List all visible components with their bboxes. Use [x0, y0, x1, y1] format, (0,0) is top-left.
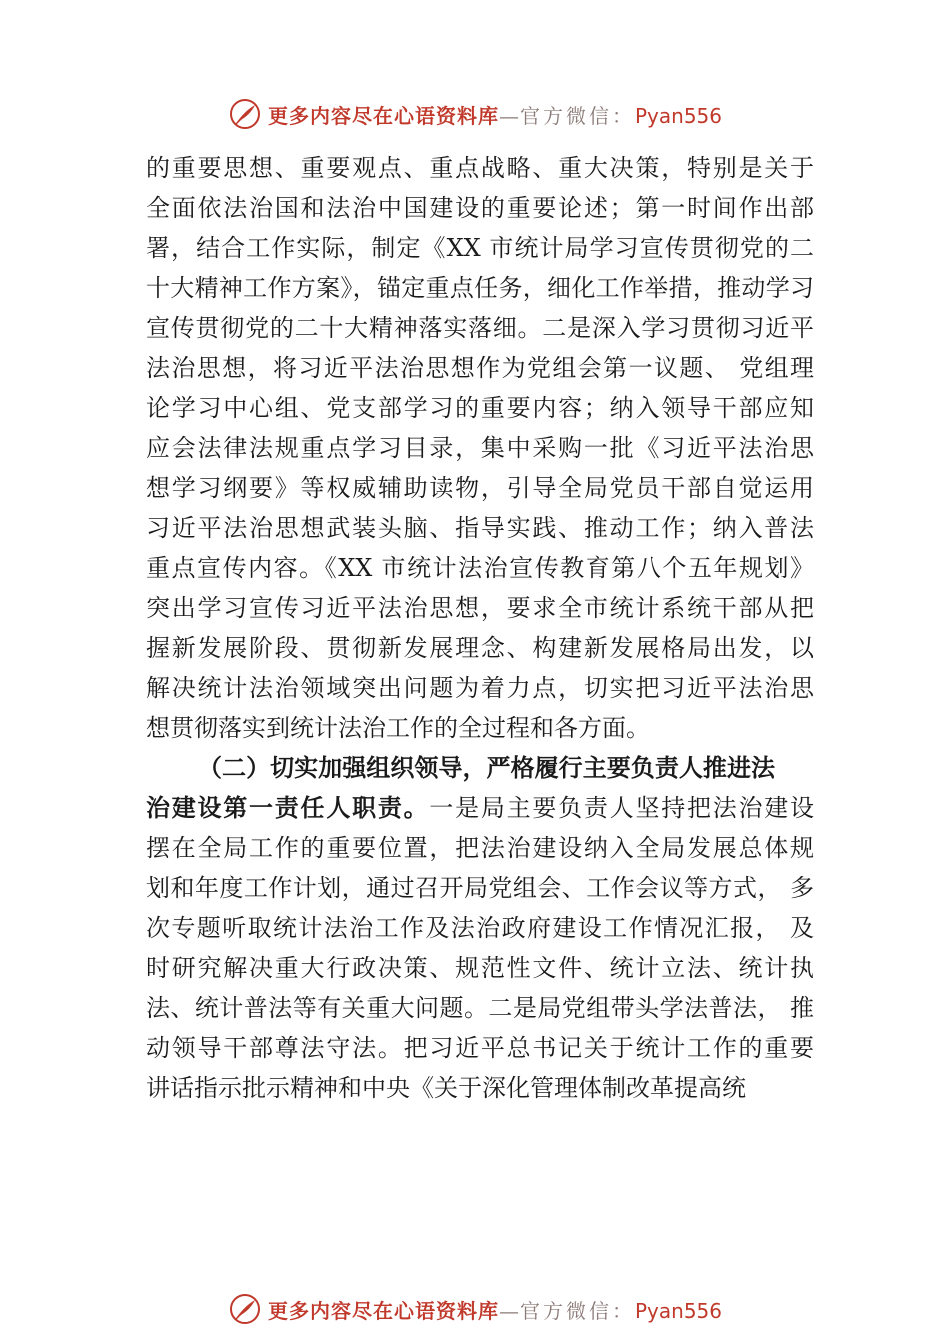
text-line: 法、统计普法等有关重大问题。二是局党组带头学法普法， 推 [146, 994, 814, 1022]
watermark-dash: — [498, 1298, 520, 1323]
watermark-title: 更多内容尽在心语资料库 [267, 103, 499, 128]
watermark-dash: — [498, 103, 520, 128]
text-line: 次专题听取统计法治工作及法治政府建设工作情况汇报， 及 [146, 914, 814, 942]
document-body [146, 148, 814, 1108]
text-line: 法治思想，将习近平法治思想作为党组会第一议题、 党组理 [146, 354, 814, 382]
watermark-wechat-id: Pyan556 [634, 103, 722, 128]
text-line: 时研究解决重大行政决策、规范性文件、统计立法、统计执 [146, 954, 814, 982]
watermark-wechat-label: 官方微信： [519, 1298, 635, 1323]
section-heading-continuation [146, 788, 814, 828]
watermark-wechat-label: 官方微信： [519, 103, 635, 128]
header-watermark [0, 94, 950, 134]
text-line: 解决统计法治领域突出问题为着力点，切实把习近平法治思 [146, 674, 814, 702]
text-line: 应会法律法规重点学习目录，集中采购一批《习近平法治思 [146, 434, 814, 462]
text-line: 的重要思想、重要观点、重点战略、重大决策，特别是关于 [146, 154, 814, 182]
footer-watermark [0, 1289, 950, 1329]
text-line: 动领导干部尊法守法。把习近平总书记关于统计工作的重要 [146, 1034, 814, 1062]
text-line: 习近平法治思想武装头脑、指导实践、推动工作；纳入普法 [146, 514, 814, 542]
section-heading-end: 治建设第一责任人职责。 [146, 793, 430, 822]
watermark-title: 更多内容尽在心语资料库 [267, 1298, 499, 1323]
feather-logo-icon [228, 97, 262, 131]
text-line: 想贯彻落实到统计法治工作的全过程和各方面。 [146, 714, 650, 742]
watermark-wechat-id: Pyan556 [634, 1298, 722, 1323]
text-line: 宣传贯彻党的二十大精神落实落细。二是深入学习贯彻习近平 [146, 314, 814, 342]
text-line: 全面依法治国和法治中国建设的重要论述；第一时间作出部 [146, 194, 814, 222]
text-line: 十大精神工作方案》，锚定重点任务，细化工作举措，推动学习 [146, 274, 814, 302]
heading-followup-text: 一是局主要负责人坚持把法治建设 [429, 794, 814, 822]
text-line: 划和年度工作计划，通过召开局党组会、工作会议等方式， 多 [146, 874, 814, 902]
feather-logo-icon [228, 1292, 262, 1326]
text-line: 重点宣传内容。《XX 市统计法治宣传教育第八个五年规划》 [146, 554, 814, 582]
text-line: 署，结合工作实际，制定《XX 市统计局学习宣传贯彻党的二 [146, 234, 814, 262]
text-line: 想学习纲要》等权威辅助读物，引导全局党员干部自觉运用 [146, 474, 814, 502]
text-line: 摆在全局工作的重要位置，把法治建设纳入全局发展总体规 [146, 834, 814, 862]
text-line: 论学习中心组、党支部学习的重要内容；纳入领导干部应知 [146, 394, 814, 422]
section-heading: （二）切实加强组织领导，严格履行主要负责人推进法 [198, 753, 775, 782]
text-line: 突出学习宣传习近平法治思想，要求全市统计系统干部从把 [146, 594, 814, 622]
text-line: 握新发展阶段、贯彻新发展理念、构建新发展格局出发，以 [146, 634, 814, 662]
text-line: 讲话指示批示精神和中央《关于深化管理体制改革提高统 [146, 1074, 746, 1102]
